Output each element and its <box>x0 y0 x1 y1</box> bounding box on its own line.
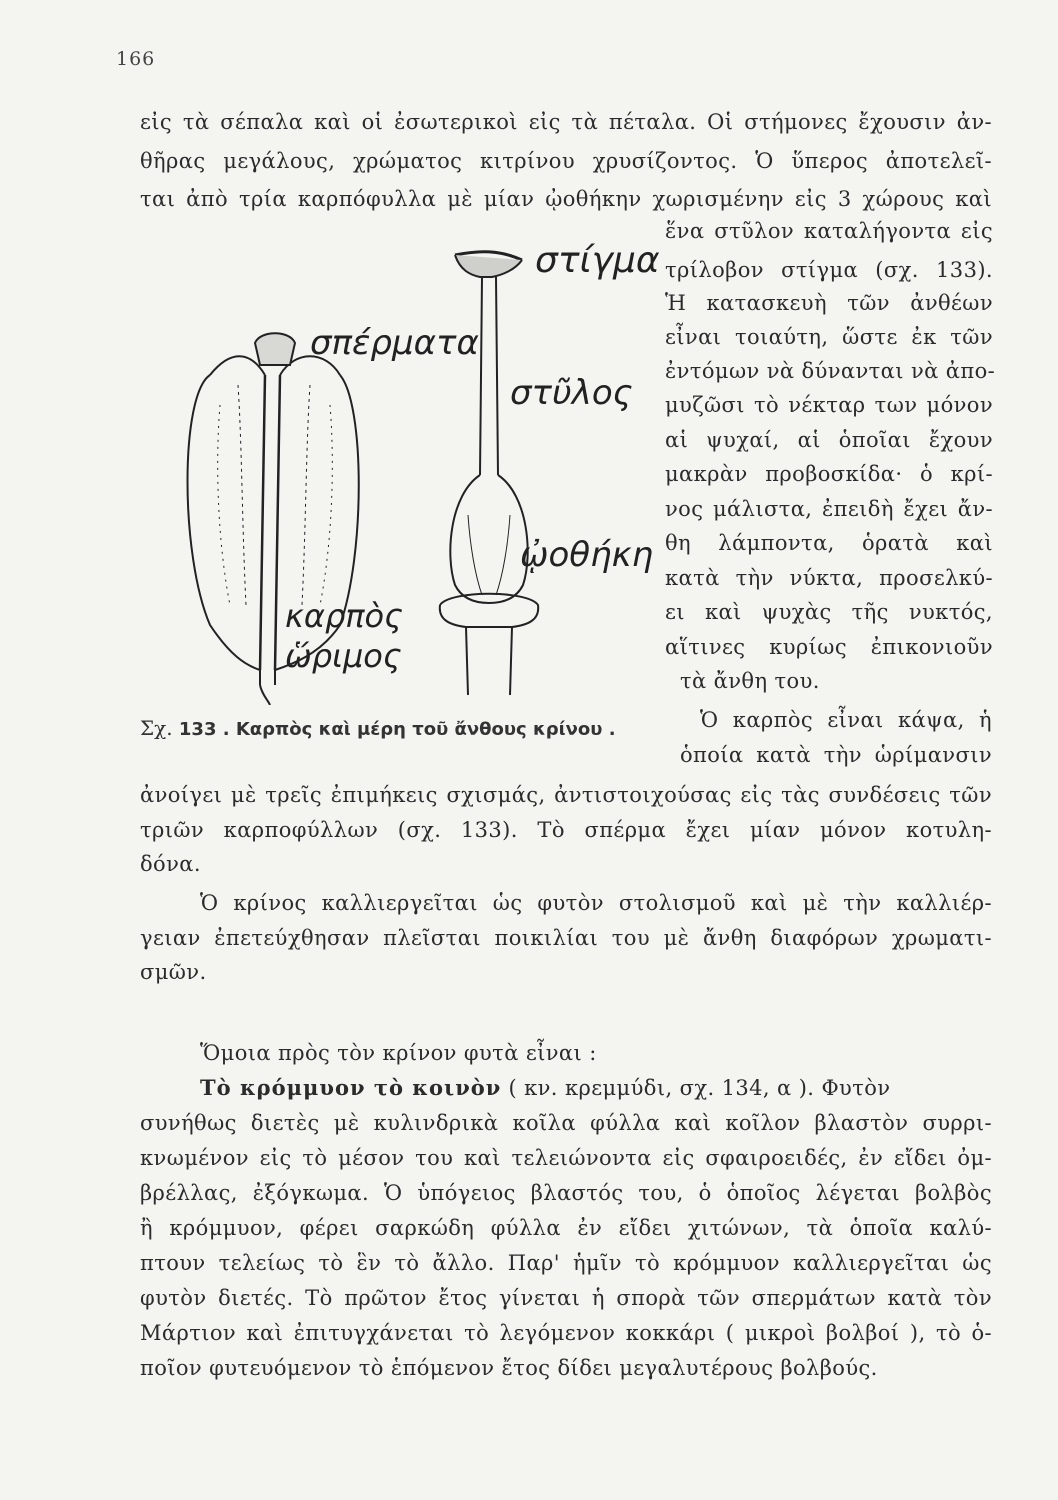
caption-text: 133 . Καρπὸς καὶ μέρη τοῦ ἄνθους κρίνου . <box>178 719 616 740</box>
onion-heading-rest: ( κν. κρεμμύδι, σχ. 134, α ). Φυτὸν <box>501 1076 891 1100</box>
text-line: τριῶν καρποφύλλων (σχ. 133). Τὸ σπέρμα ἔχει μίαν μόνον κοτυλη- <box>140 818 992 842</box>
text-line: ποῖον φυτευόμενον τὸ ἑπόμενον ἔτος δίδει μεγαλυτέρους βολβούς. <box>140 1356 878 1380</box>
text-line: φυτὸν διετές. Τὸ πρῶτον ἔτος γίνεται ἡ σπορὰ τῶν σπερμάτων κατὰ τὸν <box>140 1286 992 1310</box>
label-fruit: καρπὸς <box>285 597 403 635</box>
side-text-line: Ἡ κατασκευὴ τῶν ἀνθέων <box>665 291 993 315</box>
text-line: ἀνοίγει μὲ τρεῖς ἐπιμήκεις σχισμάς, ἀντιστοιχούσας εἰς τὰς συνδέσεις τῶν <box>140 783 992 807</box>
text-line: πτουν τελείως τὸ ἓν τὸ ἄλλο. Παρ' ἡμῖν τὸ κρόμμυον καλλιεργεῖται ὡς <box>140 1251 992 1275</box>
text-line: ἢ κρόμμυον, φέρει σαρκώδη φύλλα ἐν εἴδει χιτώνων, τὰ ὁποῖα καλύ- <box>140 1216 992 1240</box>
side-text-line: μακρὰν προβοσκίδα· ὁ κρί- <box>665 462 993 486</box>
label-style: στῦλος <box>510 373 633 413</box>
page-number: 166 <box>116 48 156 70</box>
text-line: ται ἀπὸ τρία καρπόφυλλα μὲ μίαν ᾠοθήκην χωρισμένην εἰς 3 χώρους καὶ <box>140 187 992 211</box>
side-text-line: αἱ ψυχαί, αἱ ὁποῖαι ἔχουν <box>665 428 993 452</box>
side-text-line: θη λάμποντα, ὁρατὰ καὶ <box>665 531 993 555</box>
side-text-line: τὰ ἄνθη του. <box>680 669 820 693</box>
text-line: γειαν ἐπετεύχθησαν πλεῖσται ποικιλίαι του μὲ ἄνθη διαφόρων χρωματι- <box>140 926 992 950</box>
side-text-line: ὁποία κατὰ τὴν ὡρίμανσιν <box>680 743 992 767</box>
side-text-line: κατὰ τὴν νύκτα, προσελκύ- <box>665 566 993 590</box>
side-text-line: τρίλοβον στίγμα (σχ. 133). <box>665 258 993 282</box>
side-text-line: Ὁ καρπὸς εἶναι κάψα, ἡ <box>700 708 992 732</box>
side-text-line: ἐντόμων νὰ δύνανται νὰ ἀπο- <box>665 359 996 383</box>
figure-caption <box>140 716 616 740</box>
text-line: δόνα. <box>140 852 201 876</box>
text-line: βρέλλας, ἐξόγκωμα. Ὁ ὑπόγειος βλαστός του, ὁ ὁποῖος λέγεται βολβὸς <box>140 1181 992 1205</box>
side-text-line: αἵτινες κυρίως ἐπικονιοῦν <box>665 635 993 659</box>
text-line: σμῶν. <box>140 960 207 984</box>
side-text-line: νος μάλιστα, ἐπειδὴ ἔχει ἄν- <box>665 497 993 521</box>
caption-prefix: Σχ. <box>140 716 173 740</box>
text-line: θῆρας μεγάλους, χρώματος κιτρίνου χρυσίζοντος. Ὁ ὕπερος ἀποτελεῖ- <box>140 149 992 173</box>
label-ovary: ᾠοθήκη <box>520 535 654 575</box>
label-seeds: σπέρματα <box>310 323 479 363</box>
onion-heading: Τὸ κρόμμυον τὸ κοινὸν <box>200 1075 502 1100</box>
fruit-outline-left <box>188 375 261 685</box>
style-line-right <box>496 277 498 475</box>
text-line: Μάρτιον καὶ ἐπιτυγχάνεται τὸ λεγόμενον κοκκάρι ( μικροὶ βολβοί ), τὸ ὁ- <box>140 1321 992 1345</box>
heading-line <box>200 1073 992 1103</box>
side-text-line: ἕνα στῦλον καταλήγοντα εἰς <box>665 219 993 243</box>
text-line: Ὅμοια πρὸς τὸν κρίνον φυτὰ εἶναι : <box>200 1041 597 1065</box>
lily-illustration <box>150 225 670 705</box>
label-ripe: ὥριμος <box>285 637 402 675</box>
side-text-line: εἶναι τοιαύτη, ὥστε ἐκ τῶν <box>665 325 993 349</box>
text-line: εἰς τὰ σέπαλα καὶ οἱ ἐσωτερικοὶ εἰς τὰ πέταλα. Οἱ στήμονες ἔχουσιν ἀν- <box>140 110 992 134</box>
side-text-line: ει καὶ ψυχὰς τῆς νυκτός, <box>665 600 993 624</box>
text-line: κνωμένον εἰς τὸ μέσον του καὶ τελειώνοντα εἰς σφαιροειδές, ἐν εἴδει ὀμ- <box>140 1146 992 1170</box>
side-text-line: μυζῶσι τὸ νέκταρ των μόνον <box>665 393 993 417</box>
lily-figure <box>150 225 670 705</box>
ovary-outline <box>450 475 527 603</box>
style-line-left <box>480 277 482 475</box>
label-stigma: στίγμα <box>535 240 660 281</box>
text-line: Ὁ κρίνος καλλιεργεῖται ὡς φυτὸν στολισμοῦ καὶ μὲ τὴν καλλιέρ- <box>200 891 992 915</box>
text-line: συνήθως διετὲς μὲ κυλινδρικὰ κοῖλα φύλλα καὶ κοῖλον βλαστὸν συρρι- <box>140 1111 992 1135</box>
